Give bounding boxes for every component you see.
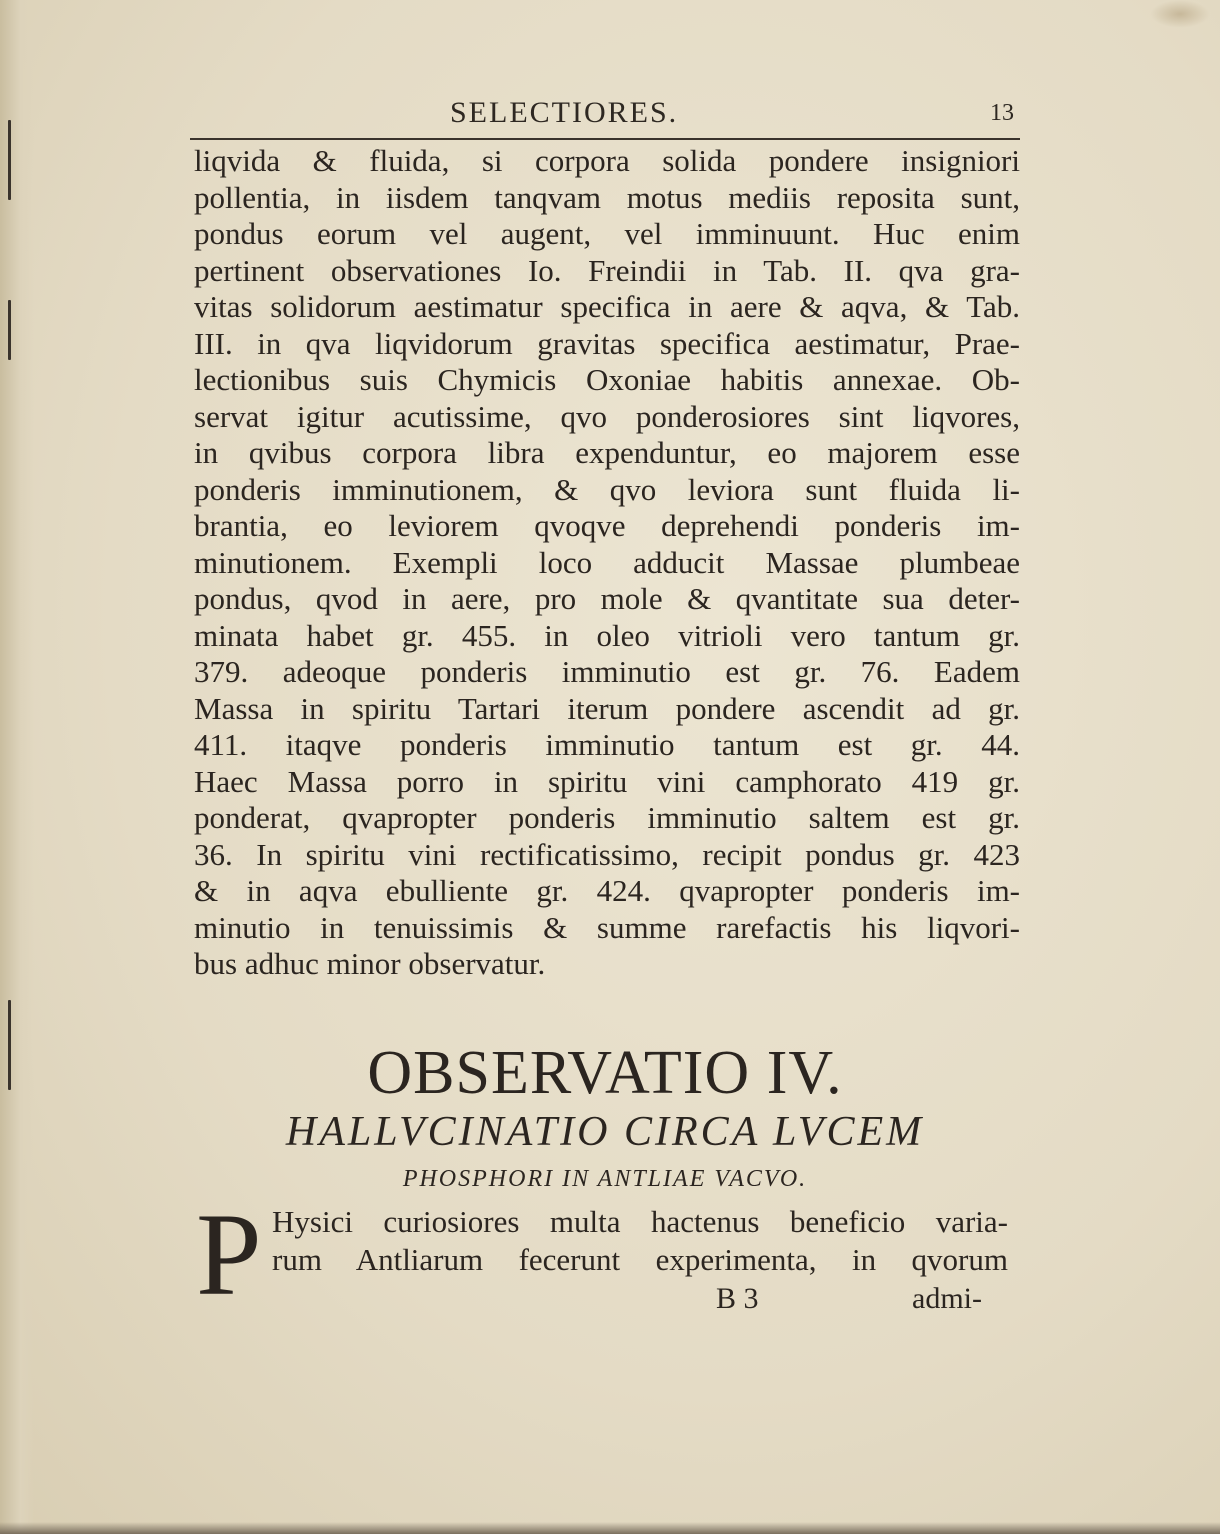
text-line: III. in qva liqvidorum gravitas specifica aestimatur, Prae- (194, 325, 1020, 361)
text-line: 36. In spiritu vini rectificatissimo, recipit pondus gr. 423 (194, 836, 1020, 872)
text-line: lectionibus suis Chymicis Oxoniae habitis annexae. Ob- (194, 362, 1020, 397)
text-line: pertinent observationes Io. Freindii in Tab. II. qva gra- (194, 252, 1020, 288)
text-line: minutio in tenuissimis & summe rarefactis his liqvori- (194, 909, 1020, 945)
gutter-binding-mark (8, 1000, 11, 1090)
text-line: minata habet gr. 455. in oleo vitrioli vero tantum gr. (194, 617, 1020, 653)
text-line: pondus, qvod in aere, pro mole & qvantitate sua deter- (194, 581, 1020, 616)
text-line: Haec Massa porro in spiritu vini camphorato 419 gr. (194, 763, 1020, 799)
page-number: 13 (990, 100, 1014, 126)
paragraph-line: Hysici curiosiores multa hactenus beneficio varia- (272, 1204, 1008, 1239)
text-line: servat igitur acutissime, qvo ponderosiores sint liqvores, (194, 398, 1020, 434)
gutter-binding-mark (8, 300, 11, 360)
text-line: pondus eorum vel augent, vel imminuunt. Huc enim (194, 216, 1020, 251)
paper-stain (1150, 0, 1210, 28)
text-line: liqvida & fluida, si corpora solida pondere insigniori (194, 143, 1020, 178)
page-gutter-shadow (0, 0, 34, 1534)
text-line: ponderis imminutionem, & qvo leviora sunt fluida li- (194, 471, 1020, 507)
signature-mark: B 3 (716, 1282, 759, 1315)
text-line: Massa in spiritu Tartari iterum pondere ascendit ad gr. (194, 690, 1020, 726)
gutter-binding-mark (8, 120, 11, 200)
section-subsubtitle: PHOSPHORI IN ANTLIAE VACVO. (402, 1166, 808, 1192)
text-line: ponderat, qvapropter ponderis imminutio saltem est gr. (194, 800, 1020, 835)
section-subtitle: HALLVCINATIO CIRCA LVCEM (285, 1109, 925, 1155)
body-text (194, 143, 1020, 983)
text-line: 379. adeoque ponderis imminutio est gr. 76. Eadem (194, 654, 1020, 689)
text-line: brantia, eo leviorem qvoqve deprehendi ponderis im- (194, 508, 1020, 543)
text-line: vitas solidorum aestimatur specifica in aere & aqva, & Tab. (194, 289, 1020, 324)
section-title: OBSERVATIO IV. (367, 1039, 843, 1107)
drop-cap: P (196, 1189, 262, 1320)
text-line: bus adhuc minor observatur. (194, 946, 546, 981)
running-head (190, 96, 1020, 132)
catchword: admi- (912, 1282, 982, 1315)
text-line: minutionem. Exempli loco adducit Massae plumbeae (194, 544, 1020, 580)
text-line: in qvibus corpora libra expenduntur, eo majorem esse (194, 435, 1020, 470)
text-line: pollentia, in iisdem tanqvam motus mediis reposita sunt, (194, 179, 1020, 215)
page-bottom-edge (0, 1522, 1220, 1534)
running-title: SELECTIORES. (450, 96, 679, 129)
text-line: 411. itaqve ponderis imminutio tantum est gr. 44. (194, 727, 1020, 762)
text-line: & in aqva ebulliente gr. 424. qvapropter ponderis im- (194, 873, 1020, 908)
paragraph-line: rum Antliarum fecerunt experimenta, in qvorum (272, 1242, 1008, 1277)
header-rule (190, 138, 1020, 140)
